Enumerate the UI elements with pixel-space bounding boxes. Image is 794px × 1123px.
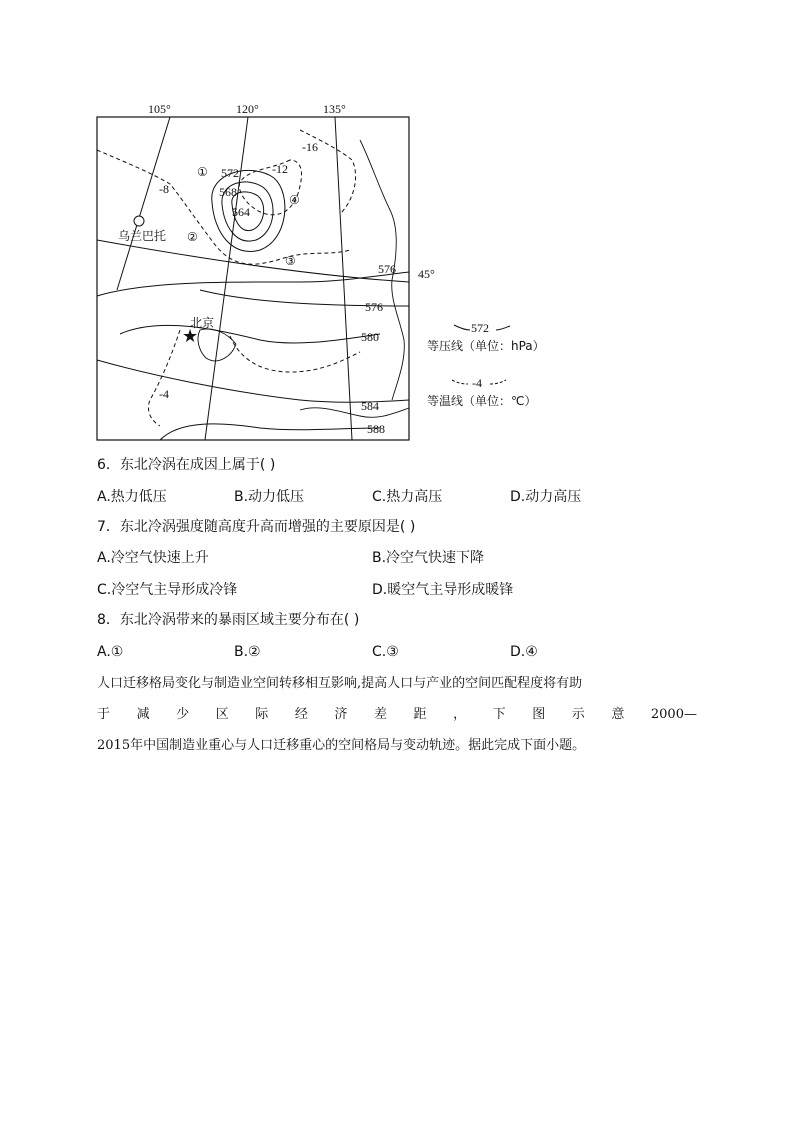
- region-marker-1: ①: [197, 165, 208, 179]
- intro-char: 意: [611, 707, 625, 722]
- legend-isotherm-line: [490, 380, 506, 384]
- question-6-option-b[interactable]: B.动力低压: [234, 489, 305, 505]
- question-8-option-a[interactable]: A.①: [97, 644, 124, 660]
- isotherm-value: -12: [272, 162, 288, 176]
- isobar-value: 572: [221, 166, 239, 180]
- question-8-option-c[interactable]: C.③: [372, 644, 399, 660]
- intro-char: 差: [373, 707, 387, 722]
- legend-isotherm-sample: -4: [472, 376, 482, 390]
- meridian-line: [117, 117, 170, 290]
- question-7-option-d[interactable]: D.暖空气主导形成暖锋: [372, 582, 514, 598]
- question-7-option-a[interactable]: A.冷空气快速上升: [97, 550, 209, 566]
- isobar-value: 568: [219, 185, 237, 199]
- question-6-option-c[interactable]: C.热力高压: [372, 489, 443, 505]
- intro-char: 经: [294, 707, 308, 722]
- isobar-value: 584: [361, 399, 379, 413]
- legend-isobar-line: [454, 325, 470, 330]
- question-6-option-d[interactable]: D.动力高压: [510, 489, 582, 505]
- meridian-line: [335, 117, 352, 440]
- longitude-label: 135°: [323, 102, 346, 116]
- isobar-588: [160, 424, 380, 440]
- intro-line-1: 人口迁移格局变化与制造业空间转移相互影响,提高人口与产业的空间匹配程度将有助: [97, 676, 583, 691]
- longitude-label: 105°: [148, 102, 171, 116]
- isotherm-value: -16: [302, 140, 318, 154]
- longitude-label: 120°: [236, 102, 259, 116]
- region-marker-4: ④: [289, 193, 300, 207]
- weather-map: [0, 0, 794, 450]
- region-marker-2: ②: [187, 230, 198, 244]
- isotherm-minus-4-east: [230, 336, 360, 372]
- legend-isobar-label: 等压线（单位：hPa）: [427, 339, 545, 353]
- isotherm-minus-4: [148, 330, 180, 426]
- intro-char: 区: [215, 707, 229, 722]
- isobar-value: 564: [232, 205, 250, 219]
- intro-line-2: [97, 705, 697, 725]
- intro-char: 少: [176, 707, 190, 722]
- isobar-value: 588: [367, 422, 385, 436]
- intro-char: 2000—: [650, 707, 697, 722]
- intro-char: 际: [255, 707, 269, 722]
- isobar-value: 580: [361, 330, 379, 344]
- question-8-option-b[interactable]: B.②: [234, 644, 261, 660]
- intro-char: 于: [97, 707, 111, 722]
- question-8-option-d[interactable]: D.④: [510, 644, 538, 660]
- legend-isotherm-label: 等温线（单位：℃）: [427, 394, 537, 408]
- question-6-stem: 6．东北冷涡在成因上属于( ): [97, 457, 276, 473]
- isotherm-value: -4: [159, 387, 169, 401]
- legend-isotherm-line: [452, 380, 468, 384]
- city-beijing-label: 北京: [190, 316, 215, 330]
- legend-isobar-sample: 572: [471, 321, 489, 335]
- isobar-576-north: [97, 272, 409, 296]
- intro-char: 济: [334, 707, 348, 722]
- intro-char: 减: [136, 707, 150, 722]
- isobar-value: 576: [365, 300, 383, 314]
- city-circle-icon: [134, 216, 144, 226]
- intro-char: 图: [532, 707, 546, 722]
- isobar-580: [120, 325, 380, 343]
- isobar-value: 576: [378, 262, 396, 276]
- region-marker-3: ③: [285, 254, 296, 268]
- question-7-option-b[interactable]: B.冷空气快速下降: [372, 550, 485, 566]
- intro-char: 距: [413, 707, 427, 722]
- question-7-stem: 7．东北冷涡强度随高度升高而增强的主要原因是( ): [97, 519, 416, 535]
- legend-isobar-line: [496, 326, 510, 330]
- latitude-label: 45°: [418, 267, 435, 281]
- capital-star-icon: ★: [182, 326, 199, 347]
- isotherm-value: -8: [159, 182, 169, 196]
- coastline: [300, 408, 409, 417]
- question-7-option-c[interactable]: C.冷空气主导形成冷锋: [97, 582, 238, 598]
- weather-map-figure: [0, 0, 794, 450]
- intro-line-3: 2015年中国制造业重心与人口迁移重心的空间格局与变动轨迹。据此完成下面小题。: [97, 738, 586, 753]
- intro-char: ，: [453, 707, 467, 722]
- latitude-line: [97, 240, 409, 282]
- question-8-stem: 8．东北冷涡带来的暴雨区域主要分布在( ): [97, 612, 360, 628]
- intro-char: 示: [571, 707, 585, 722]
- city-ulaanbaatar-label: 乌兰巴托: [118, 229, 167, 243]
- bohai-sea: [198, 329, 236, 361]
- question-6-option-a[interactable]: A.热力低压: [97, 489, 167, 505]
- isobar-584: [97, 360, 409, 402]
- intro-char: 下: [492, 707, 506, 722]
